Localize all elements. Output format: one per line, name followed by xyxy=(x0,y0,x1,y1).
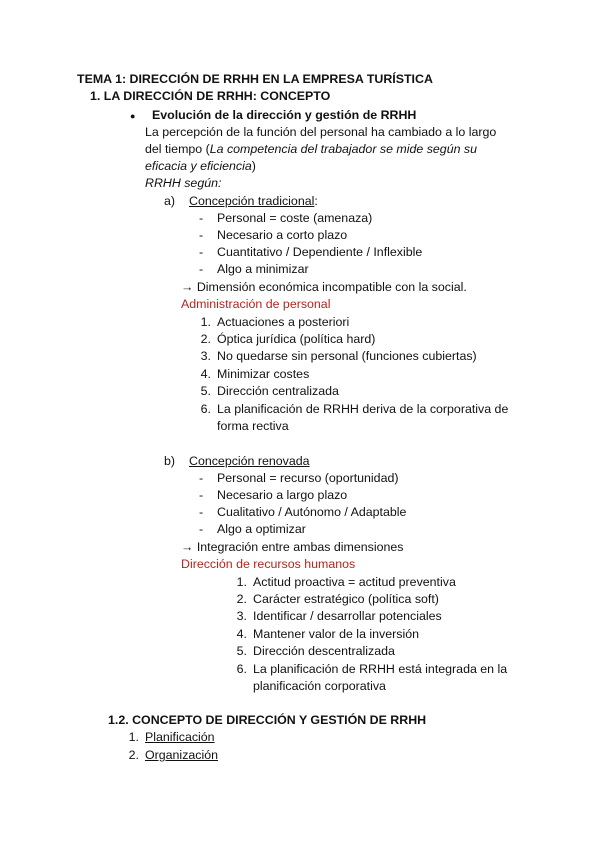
list-number: 2. xyxy=(236,592,247,606)
list-item xyxy=(199,261,309,278)
traditional-label: Concepción tradicional xyxy=(189,194,315,208)
list-number: 1. xyxy=(128,730,139,744)
renewed-label: Concepción renovada xyxy=(189,454,310,468)
list-item-text: Actitud proactiva = actitud preventiva xyxy=(253,575,456,589)
traditional-arrow-note: → Dimensión económica incompatible con la social. xyxy=(181,280,467,294)
list-item-text: Óptica jurídica (política hard) xyxy=(217,332,376,346)
dash-icon: - xyxy=(199,245,204,259)
section-number: 1. xyxy=(90,89,101,103)
list-number: 2. xyxy=(200,332,211,346)
list-item xyxy=(199,244,422,261)
list-number: 5. xyxy=(236,644,247,658)
list-item xyxy=(193,383,339,400)
list-item-text: Mantener valor de la inversión xyxy=(253,627,419,641)
list-item-text: Actuaciones a posteriori xyxy=(217,315,350,329)
list-item xyxy=(199,227,347,244)
list-item xyxy=(229,626,419,643)
list-item xyxy=(199,210,372,227)
bullet-icon: ● xyxy=(130,111,136,121)
dash-icon: - xyxy=(199,505,204,519)
list-item-text: Dirección descentralizada xyxy=(253,644,395,658)
section-heading-1 xyxy=(90,88,330,105)
list-item-text: La planificación de RRHH está integrada en la xyxy=(253,662,508,676)
list-item xyxy=(193,348,477,365)
renewed-arrow-note: → Integración entre ambas dimensiones xyxy=(181,540,404,554)
list-item xyxy=(199,487,347,504)
paragraph-text: del tiempo ( xyxy=(145,142,210,156)
list-item-text: Algo a minimizar xyxy=(217,262,309,276)
list-item-continuation: planificación corporativa xyxy=(253,679,386,693)
list-number: 5. xyxy=(200,384,211,398)
document-title: TEMA 1: DIRECCIÓN DE RRHH EN LA EMPRESA TURÍSTICA xyxy=(77,72,433,86)
list-item xyxy=(193,314,349,331)
list-item xyxy=(193,331,375,348)
list-number: 4. xyxy=(200,367,211,381)
list-item-text: La planificación de RRHH deriva de la corporativa de xyxy=(217,402,509,416)
list-item xyxy=(229,643,395,660)
list-number: 6. xyxy=(236,662,247,676)
list-item-text: No quedarse sin personal (funciones cubiertas) xyxy=(217,349,477,363)
list-item-text: Carácter estratégico (política soft) xyxy=(253,592,439,606)
list-item xyxy=(193,401,508,418)
list-item-text: Necesario a largo plazo xyxy=(217,488,348,502)
list-number: 1. xyxy=(200,315,211,329)
list-item-text: Cuantitativo / Dependiente / Inflexible xyxy=(217,245,423,259)
list-item xyxy=(199,470,399,487)
list-number: 3. xyxy=(236,609,247,623)
dash-icon: - xyxy=(199,471,204,485)
list-number: 1. xyxy=(236,575,247,589)
list-number: 6. xyxy=(200,402,211,416)
list-item xyxy=(199,521,306,538)
dash-icon: - xyxy=(199,262,204,276)
rrhh-segun: RRHH según: xyxy=(145,176,222,190)
list-item-text: Algo a optimizar xyxy=(217,522,306,536)
dash-icon: - xyxy=(199,228,204,242)
list-number: 4. xyxy=(236,627,247,641)
list-item xyxy=(121,729,215,746)
list-item-text: Identificar / desarrollar potenciales xyxy=(253,609,442,623)
paragraph-italic: La competencia del trabajador se mide según su xyxy=(209,142,478,156)
list-item-text: Minimizar costes xyxy=(217,367,310,381)
paragraph-line-1: La percepción de la función del personal ha cambiado a lo largo xyxy=(145,125,497,139)
dash-icon: - xyxy=(199,488,204,502)
dash-icon: - xyxy=(199,211,204,225)
list-item xyxy=(199,504,406,521)
section-heading-1-2: 1.2. CONCEPTO DE DIRECCIÓN Y GESTIÓN DE RRHH xyxy=(108,713,427,727)
traditional-heading xyxy=(164,193,318,210)
list-number: 2. xyxy=(128,748,139,762)
traditional-subheading: Administración de personal xyxy=(181,297,331,311)
list-item-text: Cualitativo / Autónomo / Adaptable xyxy=(217,505,407,519)
list-item-text: Planificación xyxy=(145,730,215,744)
dash-icon: - xyxy=(199,522,204,536)
paragraph-line-3 xyxy=(145,158,256,175)
list-item-text: Personal = coste (amenaza) xyxy=(217,211,373,225)
list-item-continuation: forma rectiva xyxy=(217,419,289,433)
renewed-subheading: Dirección de recursos humanos xyxy=(181,557,356,571)
paragraph-italic-2: eficacia y eficiencia xyxy=(145,159,252,173)
paragraph-close: ) xyxy=(251,159,256,173)
list-item xyxy=(121,747,218,764)
list-item-text: Necesario a corto plazo xyxy=(217,228,348,242)
traditional-colon: : xyxy=(314,194,318,208)
renewed-heading xyxy=(164,453,310,470)
paragraph-line-2 xyxy=(145,141,477,158)
list-number: 3. xyxy=(200,349,211,363)
bullet-heading-text: Evolución de la dirección y gestión de RRHH xyxy=(152,108,417,122)
letter-a: a) xyxy=(164,194,176,208)
section-label: LA DIRECCIÓN DE RRHH: CONCEPTO xyxy=(103,89,331,103)
letter-b: b) xyxy=(164,454,176,468)
list-item-text: Organización xyxy=(145,748,219,762)
list-item-text: Personal = recurso (oportunidad) xyxy=(217,471,399,485)
list-item xyxy=(193,366,309,383)
list-item xyxy=(229,591,439,608)
list-item xyxy=(229,661,507,678)
bullet-heading xyxy=(130,107,416,125)
list-item xyxy=(229,608,442,625)
list-item xyxy=(229,574,456,591)
list-item-text: Dirección centralizada xyxy=(217,384,339,398)
